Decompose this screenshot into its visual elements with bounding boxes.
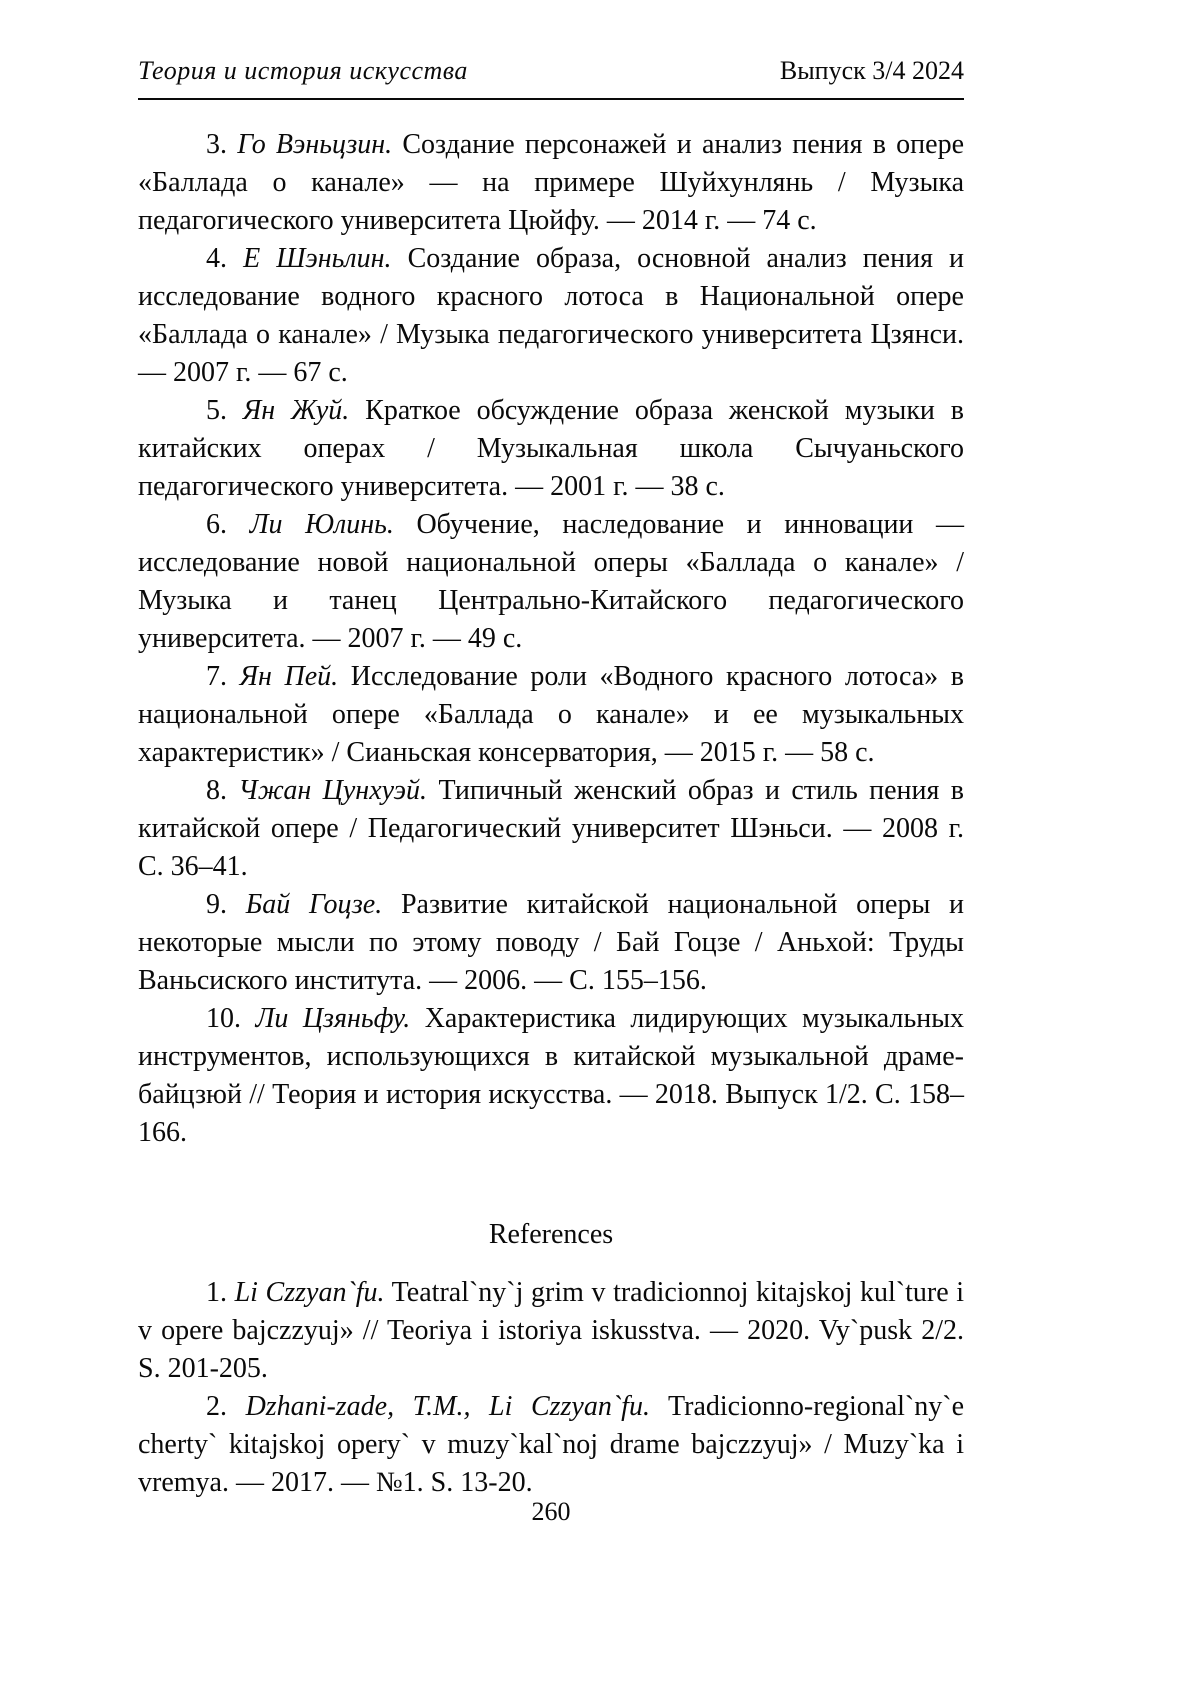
entry-author: Го Вэньцзин. bbox=[237, 129, 393, 160]
entry-author: Dzhani-zade, T.M., Li Czzyan`fu. bbox=[245, 1391, 650, 1422]
entry-text: Развитие китайской национальной оперы и некоторые мысли по этому поводу / Бай Гоцзе / Аньхой: Труды Ваньсиского института. — 2006. — С. 155–156. bbox=[138, 889, 965, 996]
reference-entry bbox=[138, 1388, 964, 1502]
entry-number: 7. bbox=[206, 661, 227, 692]
bibliography-entry bbox=[138, 658, 964, 772]
issue-label: Выпуск 3/4 2024 bbox=[779, 56, 964, 85]
bibliography-entry bbox=[138, 1000, 964, 1152]
page-number: 260 bbox=[531, 1497, 571, 1526]
entry-number: 3. bbox=[206, 129, 227, 160]
bibliography-entry bbox=[138, 886, 964, 1000]
bibliography-entry bbox=[138, 392, 964, 506]
entry-text: Исследование роли «Водного красного лотоса» в национальной опере «Баллада о канале» и ее музыкальных характеристик» / Сианьская консерватория, — 2015 г. — 58 с. bbox=[138, 661, 964, 768]
bibliography-entry bbox=[138, 506, 964, 658]
entry-text: Типичный женский образ и стиль пения в китайской опере / Педагогический университет Шэньси. — 2008 г. С. 36–41. bbox=[138, 775, 965, 882]
entry-number: 1. bbox=[206, 1277, 227, 1308]
entry-number: 5. bbox=[206, 395, 227, 426]
references-heading: References bbox=[488, 1219, 614, 1250]
entry-author: Li Czzyan`fu. bbox=[234, 1277, 385, 1308]
bibliography-entry bbox=[138, 772, 964, 886]
entry-number: 8. bbox=[206, 775, 227, 806]
entry-text: Характеристика лидирующих музыкальных инструментов, использующихся в китайской музыкальной драме-байцзюй // Теория и история искусства. — 2018. Выпуск 1/2. С. 158–166. bbox=[138, 1003, 965, 1148]
entry-author: Ян Пей. bbox=[239, 661, 339, 692]
entry-author: Ли Юлинь. bbox=[249, 509, 394, 540]
entry-text: Краткое обсуждение образа женской музыки в китайских операх / Музыкальная школа Сычуаньского педагогического университета. — 2001 г. — 38 с. bbox=[138, 395, 964, 502]
page-body bbox=[138, 126, 964, 1502]
entry-author: Ли Цзяньфу. bbox=[255, 1003, 411, 1034]
running-head bbox=[138, 56, 964, 100]
entry-number: 10. bbox=[206, 1003, 241, 1034]
entry-number: 2. bbox=[206, 1391, 227, 1422]
entry-text: Tradicionno-regional`ny`e cherty` kitajskoj opery` v muzy`kal`noj drame bajczzyuj» / Muzy`ka i vremya. — 2017. — №1. S. 13-20. bbox=[138, 1391, 965, 1498]
entry-number: 4. bbox=[206, 243, 227, 274]
entry-text: Создание персонажей и анализ пения в опере «Баллада о канале» — на примере Шуйхунлянь / Музыка педагогического университета Цюйфу. — 2014 г. — 74 с. bbox=[138, 129, 965, 236]
entry-author: Е Шэньлин. bbox=[243, 243, 392, 274]
entry-author: Бай Гоцзе. bbox=[245, 889, 383, 920]
entry-text: Teatral`ny`j grim v tradicionnoj kitajskoj kul`ture i v opere bajczzyuj» // Teoriya i istoriya iskusstva. — 2020. Vy`pusk 2/2. S. 201-205. bbox=[138, 1277, 965, 1384]
reference-entry bbox=[138, 1274, 964, 1388]
entry-number: 6. bbox=[206, 509, 227, 540]
entry-author: Ян Жуй. bbox=[242, 395, 350, 426]
entry-number: 9. bbox=[206, 889, 227, 920]
journal-section-title: Теория и история искусства bbox=[138, 56, 468, 85]
bibliography-entry bbox=[138, 240, 964, 392]
entry-text: Создание образа, основной анализ пения и исследование водного красного лотоса в Национальной опере «Баллада о канале» / Музыка педагогического университета Цзянси. — 2007 г. — 67 с. bbox=[138, 243, 964, 388]
entry-author: Чжан Цунхуэй. bbox=[238, 775, 428, 806]
entry-text: Обучение, наследование и инновации — исследование новой национальной оперы «Баллада о канале» / Музыка и танец Центрально-Китайского педагогического университета. — 2007 г. — 49 с. bbox=[138, 509, 964, 654]
bibliography-entry bbox=[138, 126, 964, 240]
